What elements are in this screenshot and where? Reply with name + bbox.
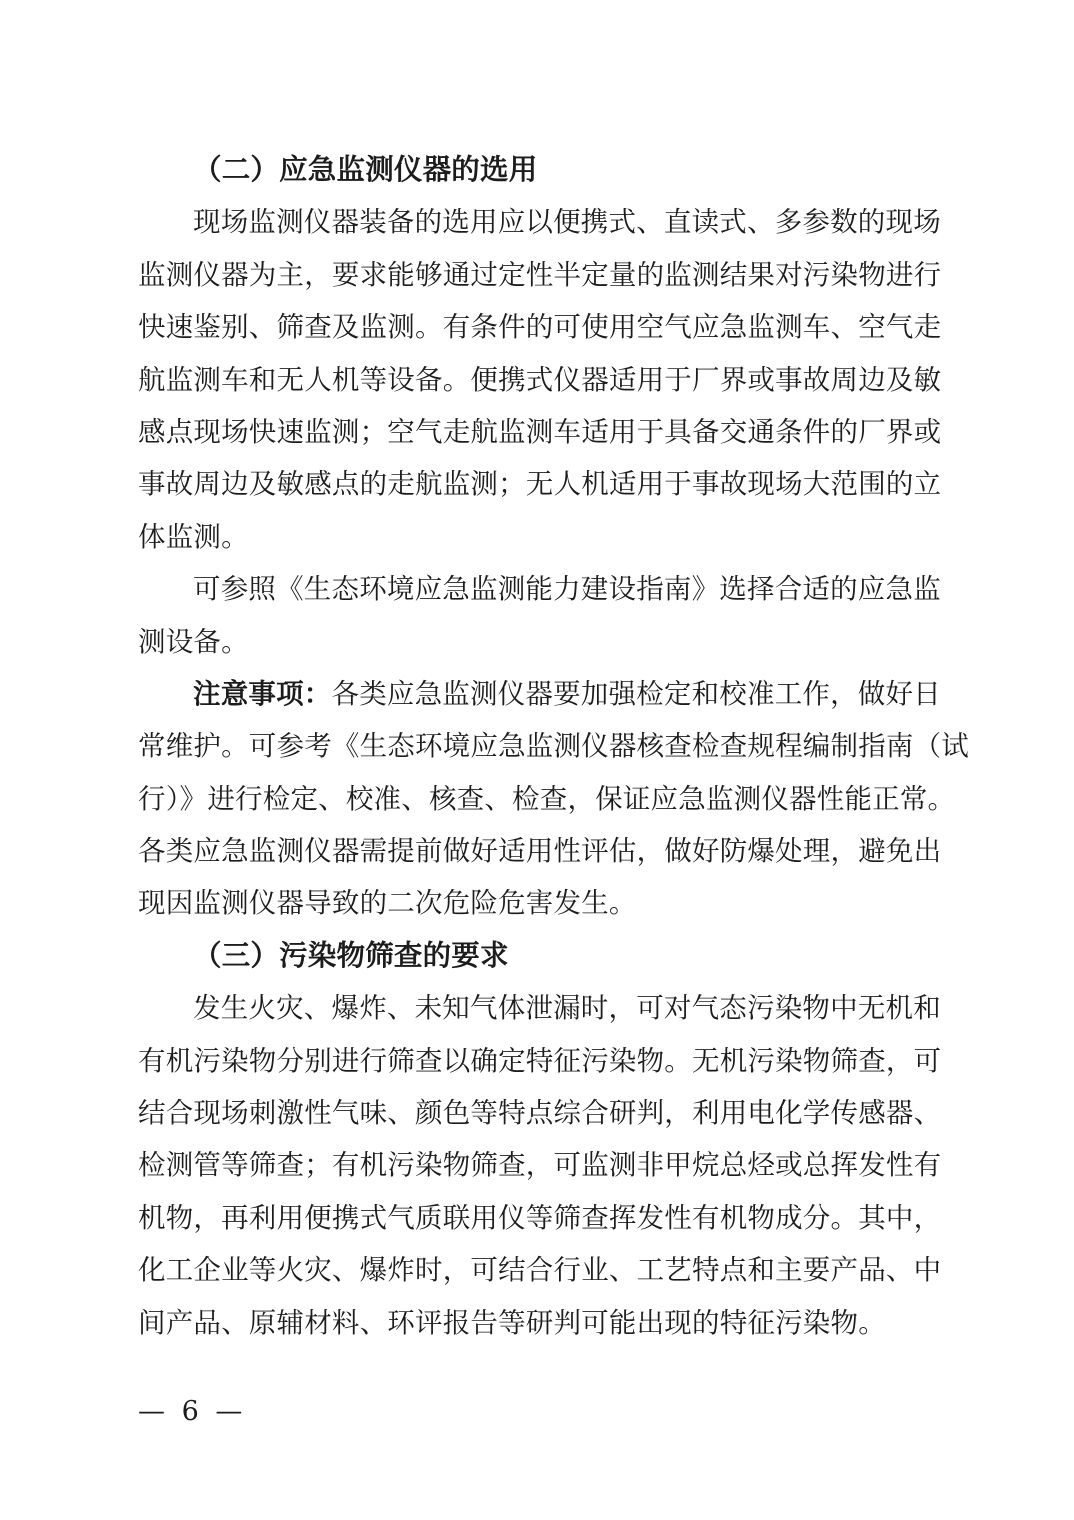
paragraph-line: 监测仪器为主，要求能够通过定性半定量的监测结果对污染物进行: [138, 258, 942, 291]
paragraph-line: 感点现场快速监测；空气走航监测车适用于具备交通条件的厂界或: [138, 415, 942, 448]
paragraph-line: 各类应急监测仪器需提前做好适用性评估，做好防爆处理，避免出: [138, 835, 942, 868]
paragraph-line: 发生火灾、爆炸、未知气体泄漏时，可对气态污染物中无机和: [193, 992, 941, 1025]
paragraph-line: 有机污染物分别进行筛查以确定特征污染物。无机污染物筛查，可: [138, 1044, 942, 1077]
paragraph-line: 航监测车和无人机等设备。便携式仪器适用于厂界或事故周边及敏: [138, 363, 942, 396]
paragraph-line: 快速鉴别、筛查及监测。有条件的可使用空气应急监测车、空气走: [138, 311, 942, 344]
note-line-text: 各类应急监测仪器要加强检定和校准工作，做好日: [331, 677, 941, 710]
paragraph-line: 机物，再利用便携式气质联用仪等筛查挥发性有机物成分。其中，: [138, 1201, 942, 1234]
paragraph-line: 结合现场刺激性气味、颜色等特点综合研判，利用电化学传感器、: [138, 1097, 942, 1130]
paragraph-line: 事故周边及敏感点的走航监测；无人机适用于事故现场大范围的立: [138, 468, 942, 501]
note-paragraph-line: [138, 668, 941, 720]
paragraph-line: 检测管等筛查；有机污染物筛查，可监测非甲烷总烃或总挥发性有: [138, 1149, 942, 1182]
paragraph-line: 体监测。: [138, 520, 249, 553]
section-2-heading: （二）应急监测仪器的选用: [193, 153, 538, 186]
paragraph-line: 测设备。: [138, 625, 249, 658]
paragraph-line: 间产品、原辅材料、环评报告等研判可能出现的特征污染物。: [138, 1306, 886, 1339]
section-3-heading: （三）污染物筛查的要求: [193, 938, 509, 972]
paragraph-line: 常维护。可参考《生态环境应急监测仪器核查检查规程编制指南（试: [138, 730, 969, 763]
document-content: [138, 144, 969, 1349]
page-number: — 6 —: [138, 1396, 243, 1427]
paragraph-line: 化工企业等火灾、爆炸时，可结合行业、工艺特点和主要产品、中: [138, 1254, 942, 1287]
paragraph-line: 现因监测仪器导致的二次危险危害发生。: [138, 887, 637, 920]
paragraph-line: 现场监测仪器装备的选用应以便携式、直读式、多参数的现场: [193, 206, 941, 239]
paragraph-line: 行）》进行检定、校准、核查、检查，保证应急监测仪器性能正常。: [138, 782, 956, 815]
paragraph-line: 可参照《生态环境应急监测能力建设指南》选择合适的应急监: [193, 573, 941, 606]
note-lead-label: 注意事项：: [193, 677, 332, 710]
